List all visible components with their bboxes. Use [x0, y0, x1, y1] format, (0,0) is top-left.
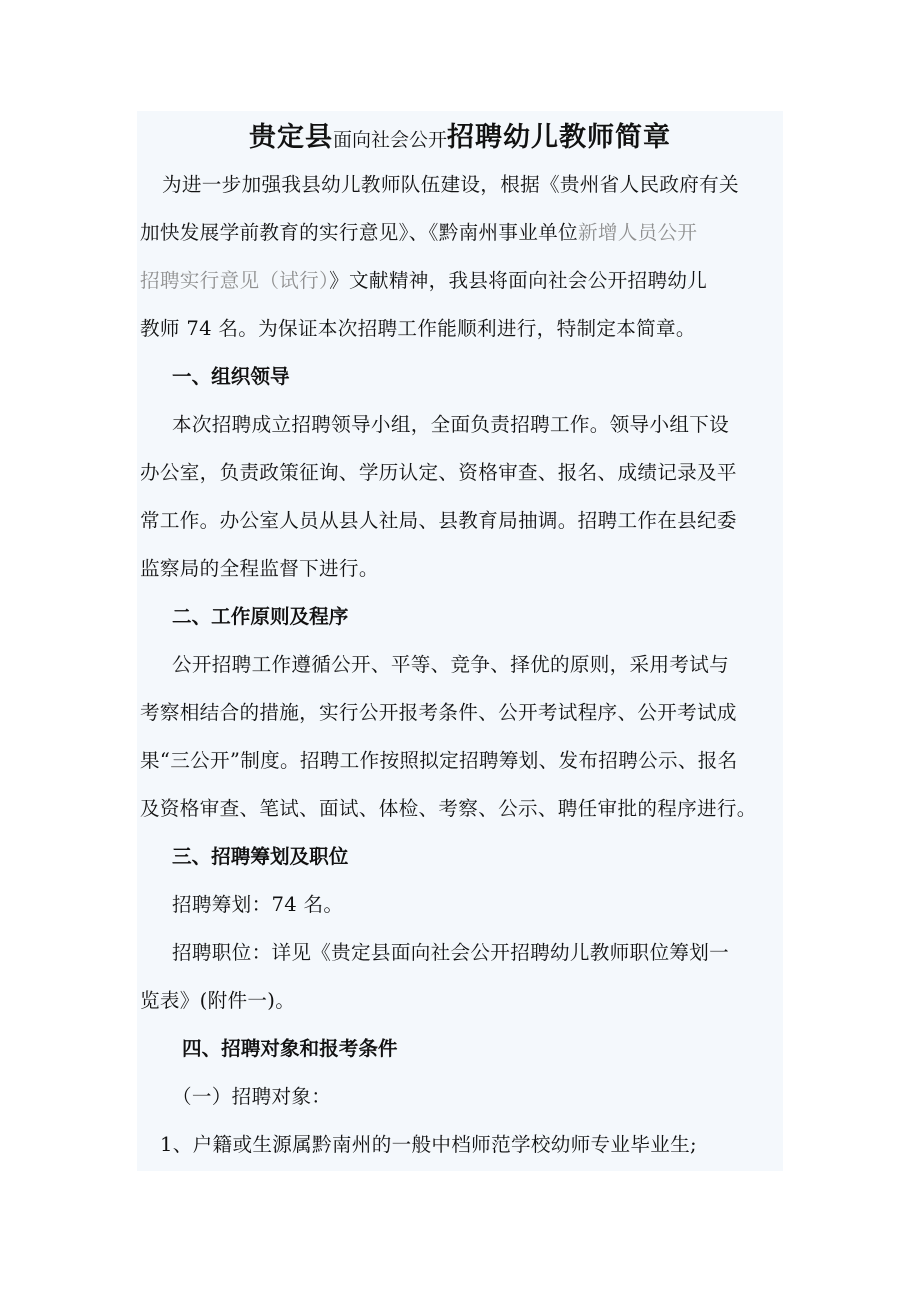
section3-plan: 招聘筹划：74 名。 — [172, 893, 344, 916]
section-heading-principles: 二、工作原则及程序 — [172, 605, 349, 628]
intro-line-3 — [140, 266, 707, 296]
intro-line-3-text: 》文献精神，我县将面向社会公开招聘幼儿 — [329, 269, 708, 292]
section2-line-4: 及资格审查、笔试、面试、体检、考察、公示、聘任审批的程序进行。 — [140, 797, 757, 820]
intro-line-1: 为进一步加强我县幼儿教师队伍建设，根据《贵州省人民政府有关 — [162, 173, 739, 196]
intro-line-2 — [140, 218, 697, 248]
section4-item-1: 1、户籍或生源属黔南州的一般中档师范学校幼师专业毕业生; — [160, 1133, 697, 1156]
intro-line-2-gray: 新增人员公开 — [577, 221, 698, 244]
section-heading-eligibility: 四、招聘对象和报考条件 — [182, 1037, 398, 1060]
section1-line-4: 监察局的全程监督下进行。 — [140, 557, 379, 580]
section-heading-organization: 一、组织领导 — [172, 365, 290, 388]
title-part-recruit: 招聘幼儿教师简章 — [447, 122, 671, 153]
section1-line-2: 办公室，负责政策征询、学历认定、资格审查、报名、成绩记录及平 — [140, 461, 737, 484]
section1-line-1: 本次招聘成立招聘领导小组，全面负责招聘工作。领导小组下设 — [172, 413, 730, 436]
section2-line-2: 考察相结合的措施，实行公开报考条件、公开考试程序、公开考试成 — [140, 701, 737, 724]
section-heading-positions: 三、招聘筹划及职位 — [172, 845, 349, 868]
section3-position-line-1: 招聘职位：详见《贵定县面向社会公开招聘幼儿教师职位筹划一 — [172, 941, 730, 964]
document-title — [137, 116, 783, 163]
section2-line-1: 公开招聘工作遵循公开、平等、竞争、择优的原则，采用考试与 — [172, 653, 730, 676]
intro-line-4: 教师 74 名。为保证本次招聘工作能顺利进行，特制定本简章。 — [140, 317, 696, 340]
section1-line-3: 常工作。办公室人员从县人社局、县教育局抽调。招聘工作在县纪委 — [140, 509, 737, 532]
intro-line-2-text: 加快发展学前教育的实行意见》、《黔南州事业单位 — [140, 221, 578, 244]
section3-position-line-2: 览表》(附件一)。 — [140, 989, 296, 1012]
title-part-county: 贵定县 — [248, 122, 333, 153]
section2-line-3: 果“三公开”制度。招聘工作按照拟定招聘筹划、发布招聘公示、报名 — [140, 749, 738, 772]
title-part-public: 面向社会公开 — [332, 129, 447, 151]
intro-line-3-gray: 招聘实行意见（试行） — [140, 269, 330, 292]
section4-sub-1: （一）招聘对象： — [172, 1085, 332, 1108]
